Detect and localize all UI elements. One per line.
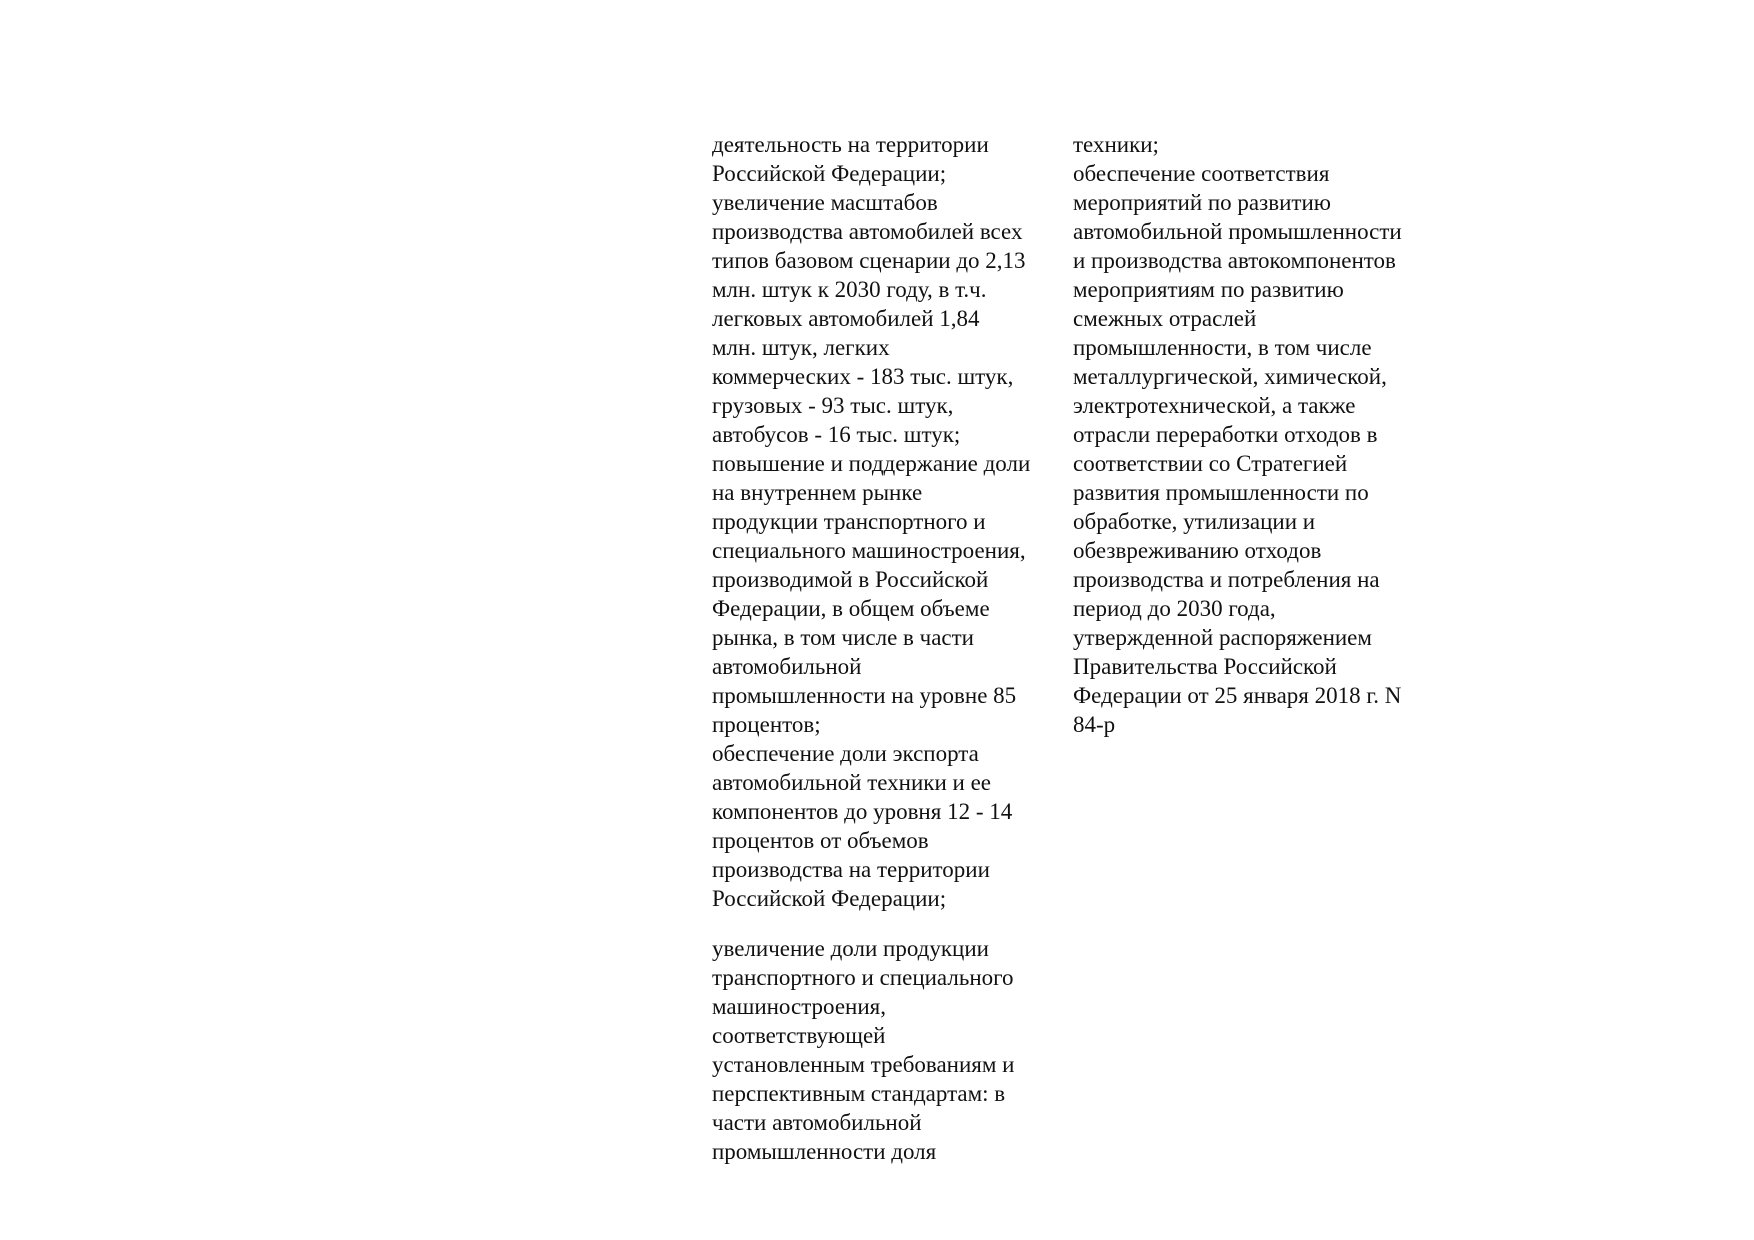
- text-line: грузовых - 93 тыс. штук,: [712, 393, 954, 418]
- text-line: обезвреживанию отходов: [1073, 538, 1322, 563]
- text-line: автобусов - 16 тыс. штук;: [712, 422, 961, 447]
- paragraph-spacer: [712, 913, 1030, 934]
- text-line: продукции транспортного и: [712, 509, 986, 534]
- text-line: промышленности, в том числе: [1073, 335, 1372, 360]
- text-line: промышленности доля: [712, 1139, 937, 1164]
- text-line: повышение и поддержание доли: [712, 451, 1031, 476]
- text-line: на внутреннем рынке: [712, 480, 923, 505]
- right-paragraph-block-1: [1073, 130, 1402, 739]
- text-line: специального машиностроения,: [712, 538, 1026, 563]
- text-line: утвержденной распоряжением: [1073, 625, 1372, 650]
- text-line: электротехнической, а также: [1073, 393, 1356, 418]
- text-line: производства автомобилей всех: [712, 219, 1023, 244]
- text-line: Российской Федерации;: [712, 161, 947, 186]
- text-line: мероприятий по развитию: [1073, 190, 1331, 215]
- text-line: 84-р: [1073, 712, 1116, 737]
- text-line: Российской Федерации;: [712, 886, 947, 911]
- text-line: автомобильной: [712, 654, 862, 679]
- text-line: обработке, утилизации и: [1073, 509, 1316, 534]
- text-line: перспективным стандартам: в: [712, 1081, 1006, 1106]
- text-line: промышленности на уровне 85: [712, 683, 1017, 708]
- text-line: рынка, в том числе в части: [712, 625, 974, 650]
- text-line: установленным требованиям и: [712, 1052, 1015, 1077]
- text-line: коммерческих - 183 тыс. штук,: [712, 364, 1014, 389]
- text-line: соответствующей: [712, 1023, 886, 1048]
- text-line: развития промышленности по: [1073, 480, 1369, 505]
- text-line: обеспечение соответствия: [1073, 161, 1330, 186]
- text-line: компонентов до уровня 12 - 14: [712, 799, 1013, 824]
- text-line: и производства автокомпонентов: [1073, 248, 1396, 273]
- text-line: автомобильной промышленности: [1073, 219, 1402, 244]
- text-line: процентов;: [712, 712, 821, 737]
- text-line: типов базовом сценарии до 2,13: [712, 248, 1026, 273]
- text-line: процентов от объемов: [712, 828, 929, 853]
- left-paragraph-block-1: [712, 130, 1030, 913]
- text-line: увеличение доли продукции: [712, 936, 989, 961]
- text-line: Федерации от 25 января 2018 г. N: [1073, 683, 1402, 708]
- text-line: легковых автомобилей 1,84: [712, 306, 980, 331]
- text-line: увеличение масштабов: [712, 190, 938, 215]
- text-line: соответствии со Стратегией: [1073, 451, 1348, 476]
- text-line: части автомобильной: [712, 1110, 922, 1135]
- text-line: обеспечение доли экспорта: [712, 741, 979, 766]
- text-line: млн. штук к 2030 году, в т.ч.: [712, 277, 987, 302]
- text-line: машиностроения,: [712, 994, 886, 1019]
- text-line: мероприятиям по развитию: [1073, 277, 1344, 302]
- left-text-column: [712, 130, 1030, 1166]
- text-line: период до 2030 года,: [1073, 596, 1276, 621]
- text-line: производимой в Российской: [712, 567, 989, 592]
- text-line: Правительства Российской: [1073, 654, 1337, 679]
- text-line: металлургической, химической,: [1073, 364, 1387, 389]
- text-line: смежных отраслей: [1073, 306, 1257, 331]
- text-line: автомобильной техники и ее: [712, 770, 991, 795]
- text-line: млн. штук, легких: [712, 335, 890, 360]
- text-line: транспортного и специального: [712, 965, 1014, 990]
- text-line: отрасли переработки отходов в: [1073, 422, 1378, 447]
- left-paragraph-block-2: [712, 934, 1030, 1166]
- text-line: Федерации, в общем объеме: [712, 596, 990, 621]
- text-line: производства на территории: [712, 857, 990, 882]
- text-line: деятельность на территории: [712, 132, 989, 157]
- text-line: техники;: [1073, 132, 1159, 157]
- right-text-column: [1073, 130, 1402, 739]
- text-line: производства и потребления на: [1073, 567, 1380, 592]
